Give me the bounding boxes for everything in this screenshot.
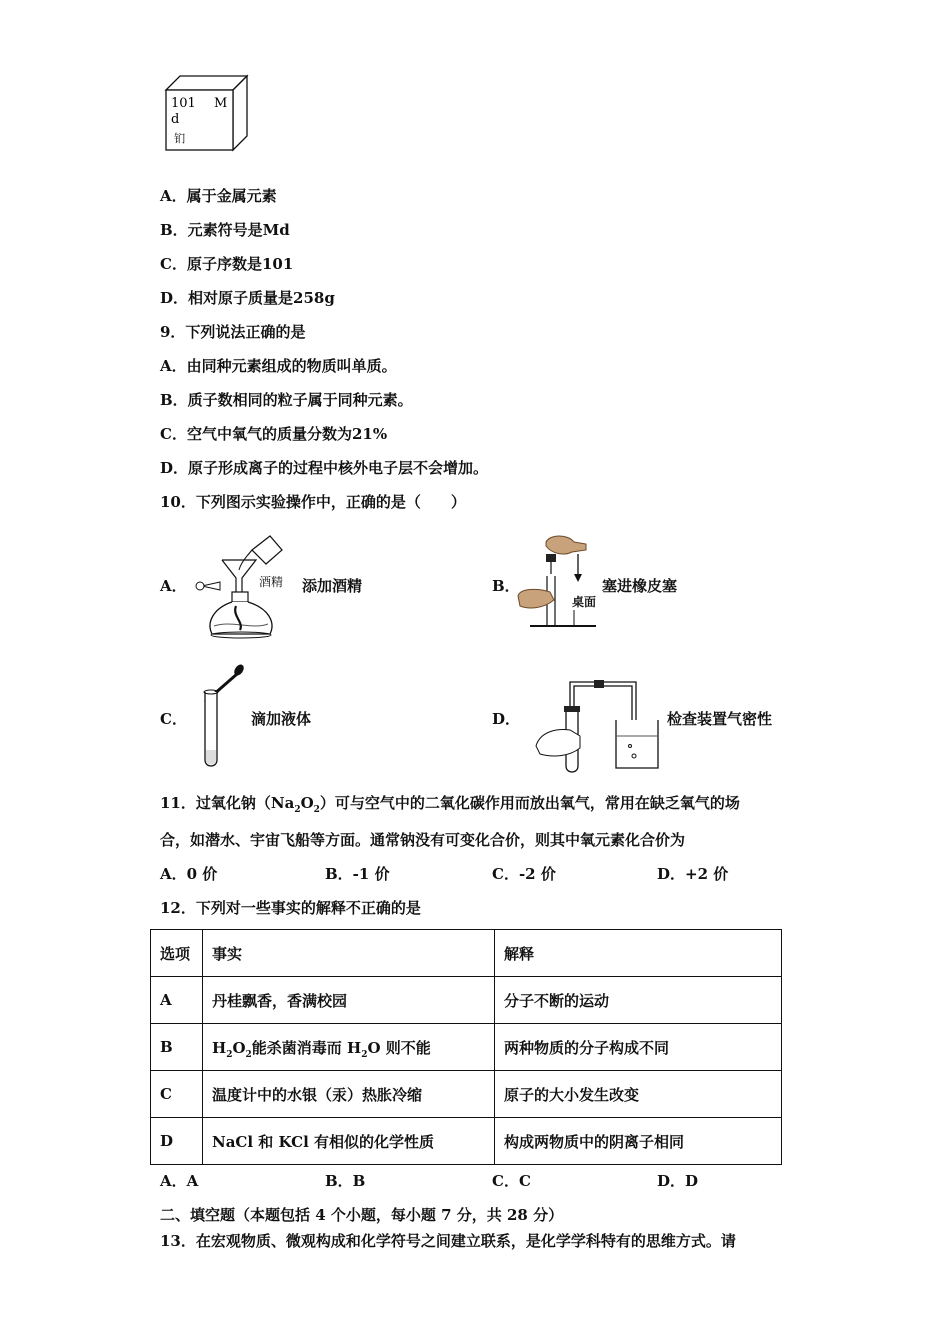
q10-option-c-caption: 滴加液体 (251, 710, 312, 728)
q8-option-b: B．元素符号是Md (160, 221, 290, 239)
q11-stem-line2: 合，如潜水、宇宙飞船等方面。通常钠没有可变化合价，则其中氧元素化合价为 (160, 831, 686, 849)
q11-choice-a: A．0 价 (160, 865, 218, 883)
q12-choice-d: D．D (657, 1172, 699, 1190)
row-fact: 温度计中的水银（汞）热胀冷缩 (203, 1071, 495, 1118)
header-option: 选项 (151, 930, 203, 977)
section-2-heading: 二、填空题（本题包括 4 个小题，每小题 7 分，共 28 分） (160, 1206, 564, 1224)
row-explain: 分子不断的运动 (495, 977, 782, 1024)
q12-choice-a: A．A (160, 1172, 199, 1190)
table-row (151, 1118, 782, 1165)
element-number: 101 (171, 96, 196, 111)
header-explain: 解释 (495, 930, 782, 977)
element-symbol-b: d (171, 112, 180, 127)
table-row (151, 1071, 782, 1118)
q10-stem: 10．下列图示实验操作中，正确的是（ ） (160, 493, 466, 511)
q11-choice-d: D．+2 价 (657, 865, 729, 883)
element-card-figure (160, 70, 255, 155)
dropper-figure (195, 662, 250, 774)
stopper-figure (514, 530, 604, 640)
row-option: B (151, 1024, 203, 1071)
q10-option-a-caption: 添加酒精 (302, 577, 363, 595)
element-name: 钔 (174, 132, 185, 145)
desk-label: 桌面 (572, 595, 597, 609)
q12-choice-b: B．B (325, 1172, 366, 1190)
q10-option-d-caption: 检查装置气密性 (667, 710, 773, 728)
q9-option-d: D．原子形成离子的过程中核外电子层不会增加。 (160, 459, 489, 477)
q8-option-a: A．属于金属元素 (160, 187, 277, 205)
row-fact: 丹桂飘香，香满校园 (203, 977, 495, 1024)
q9-option-a: A．由同种元素组成的物质叫单质。 (160, 357, 397, 375)
alcohol-label: 酒精 (259, 575, 284, 589)
table-row (151, 1024, 782, 1071)
row-option: C (151, 1071, 203, 1118)
q12-choice-c: C．C (492, 1172, 531, 1190)
q11-choice-b: B．-1 价 (325, 865, 390, 883)
q10-option-c-letter: C． (160, 710, 187, 728)
q10-option-b-caption: 塞进橡皮塞 (602, 577, 678, 595)
table-row (151, 977, 782, 1024)
row-option: D (151, 1118, 203, 1165)
q9-option-b: B．质子数相同的粒子属于同种元素。 (160, 391, 413, 409)
q8-option-d: D．相对原子质量是258g (160, 289, 335, 307)
alcohol-lamp-figure (192, 530, 302, 645)
facts-table (150, 929, 782, 1165)
q11-choice-c: C．-2 价 (492, 865, 556, 883)
q10-option-b-letter: B． (492, 577, 520, 595)
header-fact: 事实 (203, 930, 495, 977)
q11-stem-line1: 11．过氧化钠$(Na_2O_2)$可与空气中的二氧化碳作用而放出氧气，常用在缺乏氧气的场 (160, 794, 740, 815)
q10-option-a-letter: A． (160, 577, 187, 595)
element-symbol-a: M (214, 96, 228, 111)
row-explain: 两种物质的分子构成不同 (495, 1024, 782, 1071)
q10-option-d-letter: D． (492, 710, 521, 728)
row-explain: 原子的大小发生改变 (495, 1071, 782, 1118)
q9-option-c: C．空气中氧气的质量分数为21% (160, 425, 388, 443)
row-option: A (151, 977, 203, 1024)
q12-stem: 12．下列对一些事实的解释不正确的是 (160, 899, 421, 917)
table-header-row (151, 930, 782, 977)
row-fact: NaCl 和 KCl 有相似的化学性质 (203, 1118, 495, 1165)
airtightness-figure (530, 676, 670, 776)
row-fact: $H_2O_2$能杀菌消毒而 $H_2O$ 则不能 (203, 1024, 495, 1071)
row-explain: 构成两物质中的阴离子相同 (495, 1118, 782, 1165)
q13-stem: 13．在宏观物质、微观构成和化学符号之间建立联系，是化学学科特有的思维方式。请 (160, 1232, 736, 1250)
q9-stem: 9．下列说法正确的是 (160, 323, 306, 341)
q8-option-c: C．原子序数是101 (160, 255, 294, 273)
